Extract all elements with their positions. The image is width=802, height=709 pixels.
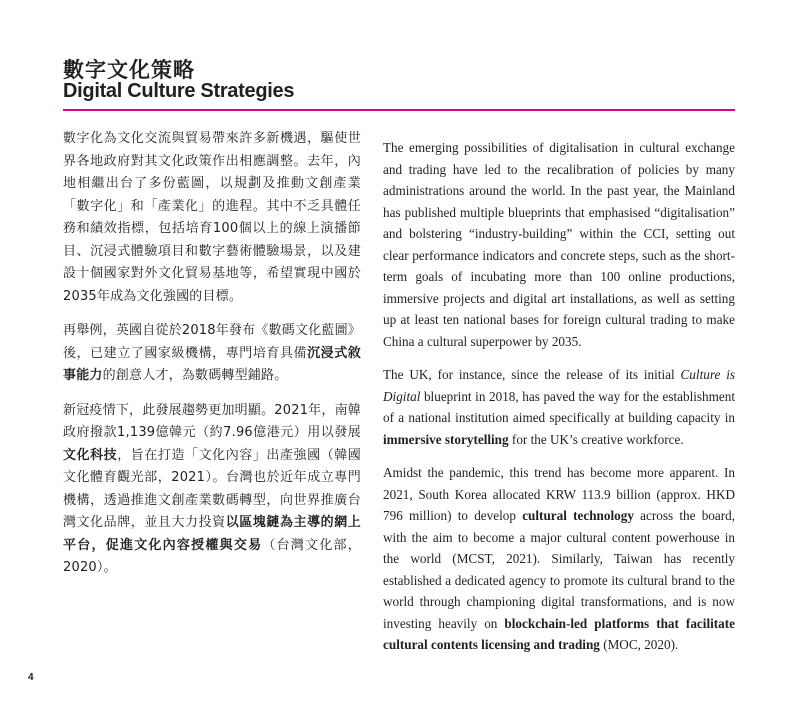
zh-p3-text-a: 新冠疫情下，此發展趨勢更加明顯。2021年，南韓政府撥款1,139億韓元（約7.96億港元）用以發展: [63, 402, 361, 440]
zh-p2-text-c: 的創意人才，為數碼轉型鋪路。: [102, 368, 288, 383]
zh-paragraph-2: [63, 320, 361, 388]
en-p1-text: The emerging possibilities of digitalisation in cultural exchange and trading have led to the recalibration of policies by many administrations around the world. In the past year, the Mainland has published multiple blueprints that emphasised “digitalisation” and bolstering “industry-building” within the CCI, setting out clear performance indicators and concrete steps, such as the short-term goals of incubating more than 100 online productions, immersive projects and digital art installations, as well as setting up at least ten national bases for foreign cultural trading to make China a cultural superpower by 2035.: [383, 140, 735, 349]
en-p2-highlight: immersive storytelling: [383, 431, 509, 447]
title-divider: [63, 109, 735, 111]
zh-p3-text-e: （台灣文化部，2020）。: [63, 537, 361, 575]
zh-p1-text: 數字化為文化交流與貿易帶來許多新機遇，驅使世界各地政府對其文化政策作出相應調整。去年，內地相繼出台了多份藍圖，以規劃及推動文創產業「數字化」和「產業化」的進程。其中不乏具體任務和績效指標，包括培育100個以上的線上演播節目、沉浸式體驗項目和數字藝術體驗場景，以及建設十個國家對外文化貿易基地等，希望實現中國於2035年成為文化強國的目標。: [63, 131, 361, 304]
english-column: [383, 137, 735, 668]
page-title-english: Digital Culture Strategies: [63, 80, 295, 102]
en-p3-highlight-2: blockchain-led platforms that facilitate cultural contents licensing and trading: [383, 615, 735, 652]
page-number: 4: [28, 672, 34, 683]
zh-p3-text-c: ，旨在打造「文化內容」出產強國（韓國文化體育觀光部，2021）。台灣也於近年成立專門機構，透過推進文創產業數碼轉型，向世界推廣台灣文化品牌，並且大力投資: [63, 447, 361, 530]
zh-paragraph-1: [63, 128, 361, 308]
chinese-column: [63, 128, 361, 592]
zh-p3-highlight-1: 文化科技: [63, 447, 118, 463]
zh-paragraph-3: [63, 400, 361, 580]
en-paragraph-1: [383, 137, 735, 352]
page-title-chinese: 數字文化策略: [63, 58, 195, 82]
en-p3-text-a: Amidst the pandemic, this trend has become more apparent. In 2021, South Korea allocated KRW 113.9 billion (approx. HKD 796 million) to develop: [383, 465, 735, 523]
en-p3-text-c: across the board, with the aim to become a major cultural content powerhouse in the world (MCST, 2021). Similarly, Taiwan has recently established a dedicated agency to promote its cultural brand to the world through championing digital transformations, and is now investing heavily on: [383, 508, 736, 631]
en-p2-text-e: for the UK’s creative workforce.: [508, 431, 684, 447]
en-p2-title-italic: Culture is Digital: [383, 367, 735, 404]
en-paragraph-3: [383, 462, 735, 656]
en-p3-text-e: (MOC, 2020).: [599, 637, 679, 652]
en-p2-text-a: The UK, for instance, since the release of its initial: [383, 367, 681, 382]
zh-p3-highlight-2: 以區塊鏈為主導的網上平台，促進文化內容授權與交易: [63, 515, 361, 553]
zh-p2-text-a: 再舉例，英國自從於2018年發布《數碼文化藍圖》後，已建立了國家級機構，專門培育具備: [63, 323, 361, 361]
zh-p2-highlight: 沉浸式敘事能力: [63, 345, 361, 383]
en-p3-highlight-1: cultural technology: [522, 508, 634, 523]
en-p2-text-c: blueprint in 2018, has paved the way for the establishment of a national institution aimed specifically at building capacity in: [383, 388, 735, 425]
en-paragraph-2: [383, 364, 735, 450]
